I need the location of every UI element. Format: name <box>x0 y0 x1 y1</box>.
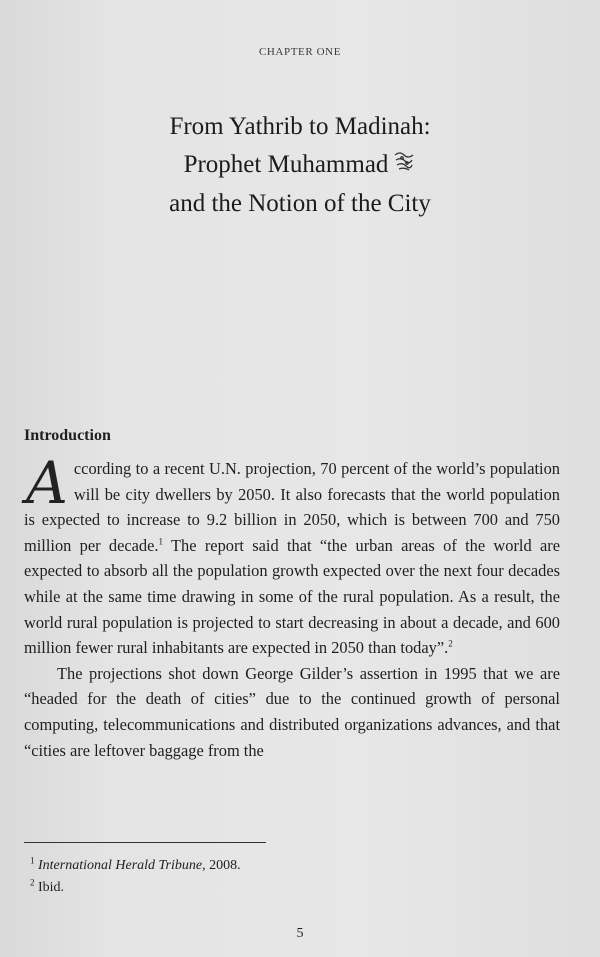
footnote-2-marker: 2 <box>30 877 35 888</box>
paragraph-1-text-a: ccording to a recent U.N. projection, 70 percent of the world’s population will be city dwellers by 2050. It also forecasts that the world population is expected to increase to 9.2 billion in 2050, which is between 700 and 750 million per decade. <box>24 459 560 555</box>
footnote-ref-1[interactable]: 1 <box>158 536 164 547</box>
honorific-seal-icon <box>392 147 416 185</box>
footnote-1 <box>30 855 241 877</box>
drop-cap: A <box>26 449 68 517</box>
chapter-label: CHAPTER ONE <box>258 46 342 58</box>
footnote-1-rest: , 2008. <box>202 858 241 873</box>
paragraph-1-text-b: The report said that “the urban areas of the world are expected to absorb all the population growth expected over the next four decades while at the same time drawing in some of the rural population. As a result, the world rural population is projected to start decreasing in about a decade, and 600 million fewer rural inhabitants are expected in 2050 than today”. <box>24 535 560 658</box>
title-line-3: and the Notion of the City <box>169 190 431 218</box>
body-text <box>24 449 560 763</box>
title-line-1: From Yathrib to Madinah: <box>169 113 431 140</box>
section-heading: Introduction <box>24 427 111 444</box>
footnotes <box>30 855 241 899</box>
footnote-1-marker: 1 <box>30 855 35 866</box>
footnote-1-title: International Herald Tribune <box>38 858 203 873</box>
page-number: 5 <box>296 926 304 941</box>
footnote-ref-2[interactable]: 2 <box>448 638 453 649</box>
footnote-2-text: Ibid. <box>38 880 65 895</box>
footnote-2 <box>30 877 241 899</box>
chapter-title <box>0 108 600 223</box>
paragraph-2: The projections shot down George Gilder’s assertion in 1995 that we are “headed for the death of cities” due to the continued growth of personal computing, telecommunications and distributed organizations advances, and that “cities are leftover baggage from the <box>24 663 560 760</box>
title-line-2 <box>0 146 600 185</box>
footnote-divider <box>24 842 266 843</box>
title-line-2-text: Prophet Muhammad <box>183 151 389 178</box>
paragraph-1 <box>24 449 560 661</box>
